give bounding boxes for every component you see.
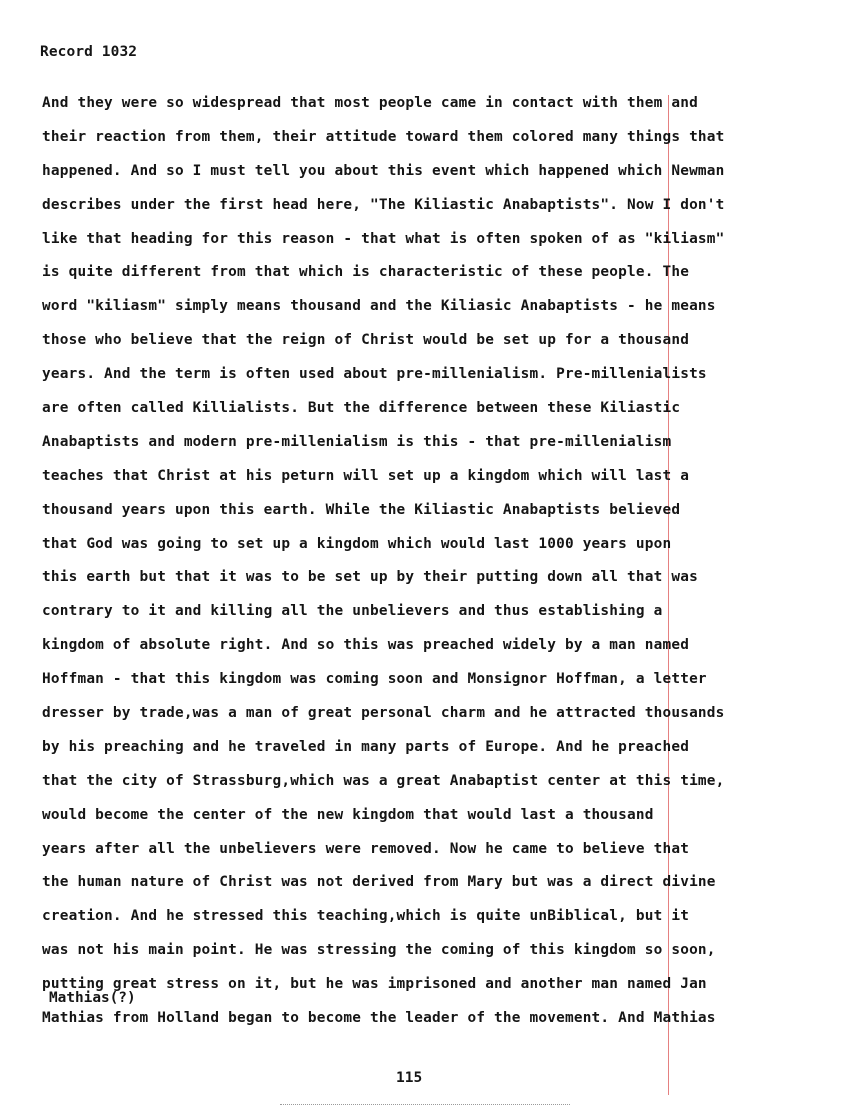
text-line: would become the center of the new kingdom that would last a thousand	[42, 806, 654, 823]
text-line: dresser by trade,was a man of great personal charm and he attracted thousands	[42, 705, 725, 722]
record-label: Record 1032	[40, 44, 138, 60]
footer-rule	[280, 1104, 570, 1106]
handwritten-annotation: Mathias(?)	[49, 990, 136, 1006]
text-line: that God was going to set up a kingdom which would last 1000 years upon	[42, 535, 672, 552]
text-line: putting great stress on it, but he was imprisoned and another man named Jan	[42, 976, 707, 993]
page-number: 115	[396, 1070, 423, 1086]
text-line: years. And the term is often used about pre-millenialism. Pre-millenialists	[42, 366, 707, 383]
text-line: like that heading for this reason - that what is often spoken of as "kiliasm"	[42, 230, 725, 247]
text-line: teaches that Christ at his peturn will set up a kingdom which will last a	[42, 467, 690, 484]
text-line: creation. And he stressed this teaching,which is quite unBiblical, but it	[42, 908, 690, 925]
text-line: Hoffman - that this kingdom was coming soon and Monsignor Hoffman, a letter	[42, 671, 707, 688]
text-line: was not his main point. He was stressing the coming of this kingdom so soon,	[42, 942, 716, 959]
text-line: is quite different from that which is characteristic of these people. The	[42, 264, 690, 281]
text-line: are often called Killialists. But the difference between these Kiliastic	[42, 400, 681, 417]
text-line: their reaction from them, their attitude toward them colored many things that	[42, 128, 725, 145]
text-line: kingdom of absolute right. And so this was preached widely by a man named	[42, 637, 690, 654]
text-line: contrary to it and killing all the unbelievers and thus establishing a	[42, 603, 663, 620]
text-line: word "kiliasm" simply means thousand and the Kiliasic Anabaptists - he means	[42, 298, 716, 315]
text-line: thousand years upon this earth. While the Kiliastic Anabaptists believed	[42, 501, 681, 518]
text-line: Mathias from Holland began to become the leader of the movement. And Mathias	[42, 1010, 716, 1027]
text-line: this earth but that it was to be set up by their putting down all that was	[42, 569, 698, 586]
text-line: happened. And so I must tell you about this event which happened which Newman	[42, 162, 725, 179]
transcript-body	[42, 92, 832, 1041]
text-line: by his preaching and he traveled in many parts of Europe. And he preached	[42, 738, 690, 755]
text-line: describes under the first head here, "The Kiliastic Anabaptists". Now I don't	[42, 196, 725, 213]
text-line: that the city of Strassburg,which was a great Anabaptist center at this time,	[42, 772, 725, 789]
text-line: those who believe that the reign of Christ would be set up for a thousand	[42, 332, 690, 349]
text-line: the human nature of Christ was not derived from Mary but was a direct divine	[42, 874, 716, 891]
text-line: years after all the unbelievers were removed. Now he came to believe that	[42, 840, 690, 857]
text-line: Anabaptists and modern pre-millenialism is this - that pre-millenialism	[42, 433, 672, 450]
text-line: And they were so widespread that most people came in contact with them and	[42, 95, 698, 111]
